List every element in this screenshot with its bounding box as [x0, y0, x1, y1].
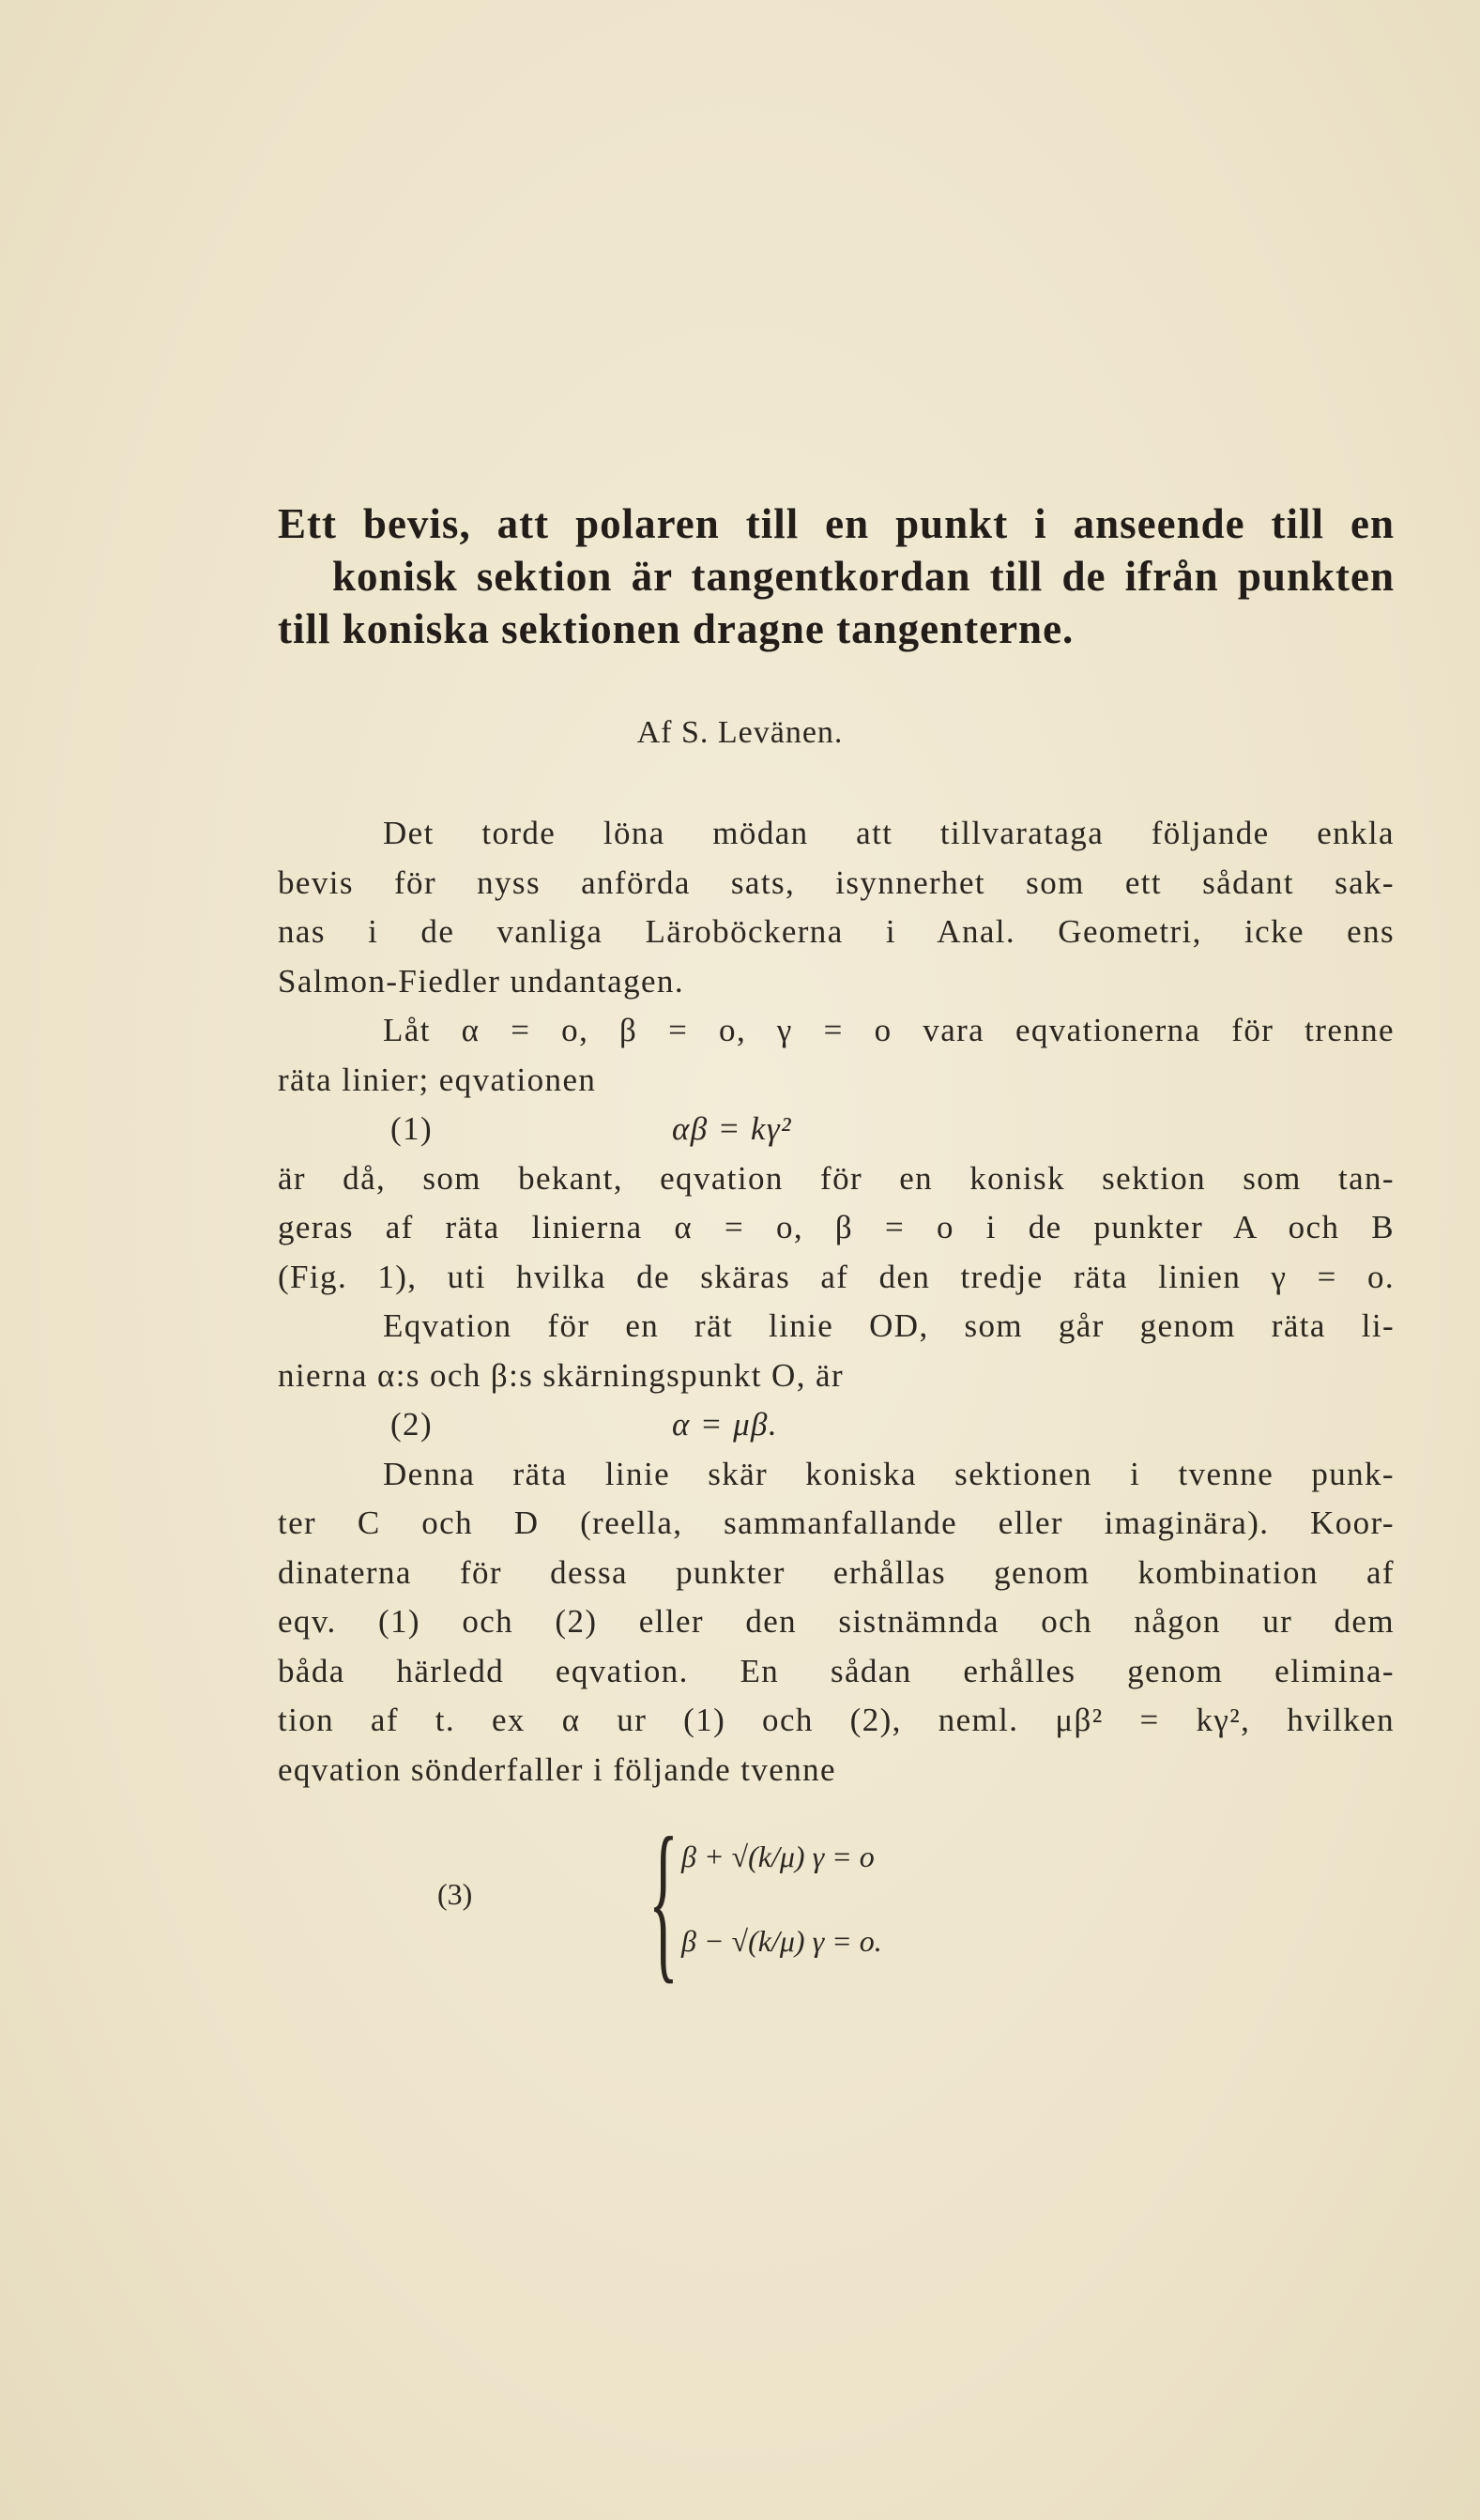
- title-line-1: Ett bevis, att polaren till en punkt i anseende till en: [278, 500, 1395, 547]
- body-line: ter C och D (reella, sammanfallande eller imaginära). Koor-: [278, 1504, 1395, 1541]
- body-line: tion af t. ex α ur (1) och (2), neml. μβ² = kγ², hvilken: [278, 1702, 1395, 1738]
- body-line: eqv. (1) och (2) eller den sistnämnda och någon ur dem: [278, 1603, 1395, 1640]
- body-line: nas i de vanliga Läroböckerna i Anal. Geometri, icke ens: [278, 913, 1395, 950]
- title-line-2: konisk sektion är tangentkordan till de ifrån punkten: [332, 553, 1395, 600]
- body-line: båda härledd eqvation. En sådan erhålles genom elimina-: [278, 1652, 1395, 1689]
- body-line: Det torde löna mödan att tillvarataga följande enkla: [383, 815, 1395, 851]
- body-line: Eqvation för en rät linie OD, som går genom räta li-: [383, 1307, 1395, 1344]
- equation-number: (1): [390, 1110, 434, 1147]
- body-line: Låt α = o, β = o, γ = o vara eqvationerna för trenne: [383, 1012, 1395, 1048]
- body-line: Denna räta linie skär koniska sektionen i tvenne punk-: [383, 1455, 1395, 1492]
- equation-1: [278, 1105, 1395, 1154]
- body-line: (Fig. 1), uti hvilka de skäras af den tredje räta linien γ = o.: [278, 1258, 1395, 1295]
- body-line: dinaterna för dessa punkter erhållas genom kombination af: [278, 1553, 1395, 1591]
- title-line-3: till koniska sektionen dragne tangenterne.: [278, 605, 1075, 652]
- article-title: [278, 497, 1395, 655]
- curly-brace: {: [648, 1802, 679, 1999]
- body-line: nierna α:s och β:s skärningspunkt O, är: [278, 1356, 845, 1394]
- body-line: bevis för nyss anförda sats, isynnerhet som ett sådant sak-: [278, 863, 1395, 901]
- equation-number: (3): [437, 1877, 473, 1911]
- equation-expression: αβ = kγ²: [672, 1110, 792, 1147]
- body-line: räta linier; eqvationen: [278, 1061, 597, 1098]
- body-text: [278, 809, 1395, 1795]
- body-line: geras af räta linierna α = o, β = o i de punkter A och B: [278, 1209, 1395, 1245]
- equation-system-3: [278, 1802, 1122, 2008]
- body-line: eqvation sönderfaller i följande tvenne: [278, 1750, 836, 1788]
- body-line: är då, som bekant, eqvation för en konisk sektion som tan-: [278, 1159, 1395, 1197]
- body-line: Salmon-Fiedler undantagen.: [278, 962, 684, 1000]
- equation-number: (2): [390, 1406, 434, 1443]
- author-line: Af S. Levänen.: [636, 715, 844, 750]
- equation-2: [278, 1400, 1395, 1450]
- equation-expression: α = μβ.: [672, 1406, 779, 1443]
- equation-row-1: β + √(k/μ) γ = o: [681, 1840, 875, 1873]
- equation-row-2: β − √(k/μ) γ = o.: [681, 1924, 882, 1958]
